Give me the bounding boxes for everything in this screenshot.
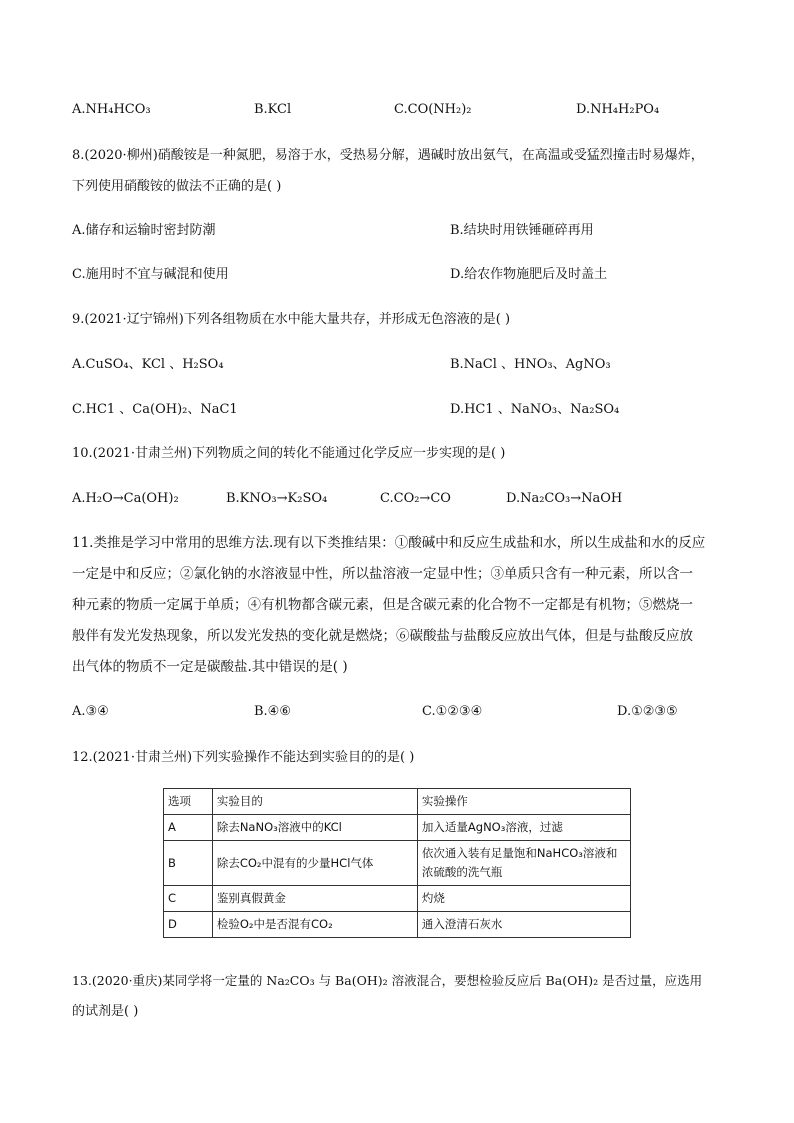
table-header-cell: 实验操作 — [417, 789, 630, 815]
table-header-cell: 实验目的 — [212, 789, 417, 815]
table-cell: 灼烧 — [417, 886, 630, 912]
q8-stem-line1: 8.(2020·柳州)硝酸铵是一种氮肥，易溶于水，受热易分解，遇碱时放出氨气，在高温或受猛烈撞击时易爆炸， — [72, 148, 704, 163]
q10-option-d: D.Na₂CO₃→NaOH — [506, 491, 623, 506]
q8-stem-line2: 下列使用硝酸铵的做法不正确的是( ) — [72, 179, 282, 194]
q8-option-c: C.施用时不宜与碱混和使用 — [72, 267, 229, 282]
q9-option-b: B.NaCl 、HNO₃、AgNO₃ — [450, 357, 611, 372]
table-cell: 除去CO₂中混有的少量HCl气体 — [212, 841, 417, 886]
table-cell: 检验O₂中是否混有CO₂ — [212, 912, 417, 938]
q11-line4: 般伴有发光发热现象，所以发光发热的变化就是燃烧；⑥碳酸盐与盐酸反应放出气体，但是与盐酸反应放 — [72, 628, 693, 644]
table-row — [164, 841, 631, 886]
q10-option-b: B.KNO₃→K₂SO₄ — [226, 491, 328, 506]
q9-option-c: C.HC1 、Ca(OH)₂、NaC1 — [72, 402, 238, 417]
table-row — [164, 912, 631, 938]
q11-line5: 出气体的物质不一定是碳酸盐.其中错误的是( ) — [72, 659, 348, 675]
q11-line1: 11.类推是学习中常用的思维方法.现有以下类推结果：①酸碱中和反应生成盐和水，所以生成盐和水的反应 — [72, 535, 706, 551]
q11-option-c: C.①②③④ — [422, 704, 483, 719]
table-cell: D — [164, 912, 213, 938]
table-cell: A — [164, 815, 213, 841]
q11-option-d: D.①②③⑤ — [617, 704, 678, 719]
q9-option-a: A.CuSO₄、KCl 、H₂SO₄ — [72, 357, 224, 372]
table-cell: B — [164, 841, 213, 886]
table-cell: 鉴别真假黄金 — [212, 886, 417, 912]
table-header-row — [164, 789, 631, 815]
q12-stem: 12.(2021·甘肃兰州)下列实验操作不能达到实验目的的是( ) — [72, 750, 415, 765]
table-cell: C — [164, 886, 213, 912]
q8-option-b: B.结块时用铁锤砸碎再用 — [450, 223, 594, 238]
table-cell: 加入适量AgNO₃溶液，过滤 — [417, 815, 630, 841]
q9-option-d: D.HC1 、NaNO₃、Na₂SO₄ — [450, 402, 620, 417]
q11-line3: 种元素的物质一定属于单质；④有机物都含碳元素，但是含碳元素的化合物不一定都是有机物；⑤燃烧一 — [72, 597, 693, 613]
q7-option-a: A.NH₄HCO₃ — [72, 102, 151, 117]
q7-option-b: B.KCl — [254, 102, 292, 117]
q8-option-d: D.给农作物施肥后及时盖土 — [450, 267, 608, 282]
q10-option-c: C.CO₂→CO — [380, 491, 451, 506]
q10-option-a: A.H₂O→Ca(OH)₂ — [72, 491, 179, 506]
q11-option-a: A.③④ — [72, 704, 109, 719]
table-cell: 依次通入装有足量饱和NaHCO₃溶液和浓硫酸的洗气瓶 — [417, 841, 630, 886]
q9-stem: 9.(2021·辽宁锦州)下列各组物质在水中能大量共存，并形成无色溶液的是( ) — [72, 312, 511, 327]
table-row — [164, 815, 631, 841]
q8-option-a: A.储存和运输时密封防潮 — [72, 223, 216, 238]
q13-line1: 13.(2020·重庆)某同学将一定量的 Na₂CO₃ 与 Ba(OH)₂ 溶液混合，要想检验反应后 Ba(OH)₂ 是否过量，应选用 — [72, 973, 703, 988]
q11-option-b: B.④⑥ — [254, 704, 291, 719]
table-cell: 除去NaNO₃溶液中的KCl — [212, 815, 417, 841]
table-cell: 通入澄清石灰水 — [417, 912, 630, 938]
q13-line2: 的试剂是( ) — [72, 1004, 139, 1019]
q7-option-c: C.CO(NH₂)₂ — [394, 102, 472, 117]
q7-option-d: D.NH₄H₂PO₄ — [576, 102, 660, 117]
q10-stem: 10.(2021·甘肃兰州)下列物质之间的转化不能通过化学反应一步实现的是( ) — [72, 446, 506, 461]
table-row — [164, 886, 631, 912]
table-header-cell: 选项 — [164, 789, 213, 815]
q11-line2: 一定是中和反应；②氯化钠的水溶液显中性，所以盐溶液一定显中性；③单质只含有一种元素，所以含一 — [72, 566, 693, 582]
experiment-table — [163, 788, 631, 938]
